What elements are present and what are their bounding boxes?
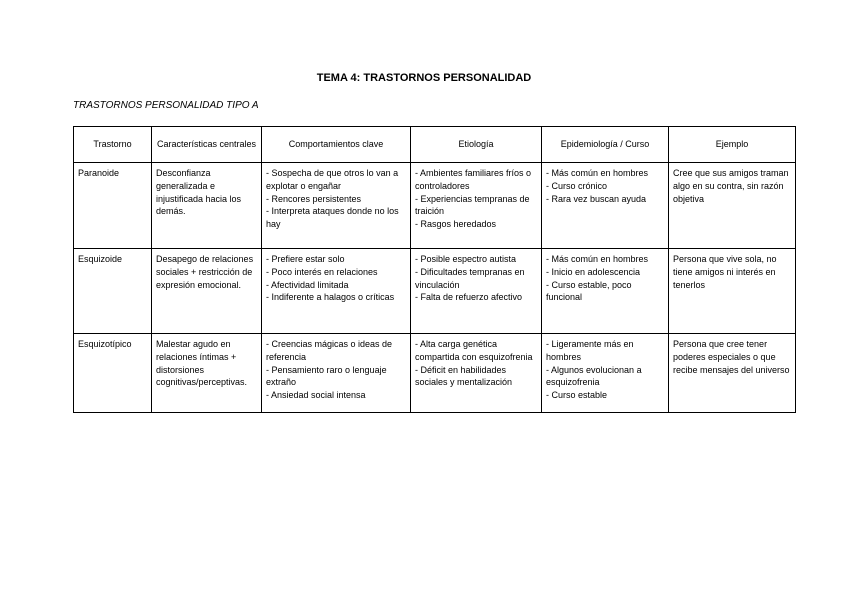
list-item: - Inicio en adolescencia — [546, 266, 641, 277]
list-item: - Pensamiento raro o lenguaje extraño — [266, 364, 387, 388]
list-item: - Algunos evolucionan a esquizofrenia — [546, 364, 642, 388]
list-item: - Afectividad limitada — [266, 279, 349, 290]
list-item: - Ligeramente más en hombres — [546, 339, 634, 362]
cell-comportamientos — [262, 249, 411, 334]
header-caracteristicas: Características centrales — [152, 127, 262, 163]
list-item: - Déficit en habilidades sociales y mentalización — [415, 364, 513, 388]
list-item: - Más común en hombres — [546, 254, 649, 264]
list-item: - Más común en hombres — [546, 168, 649, 178]
cell-trastorno: Esquizoide — [74, 249, 152, 334]
list-item: - Prefiere estar solo — [266, 254, 345, 264]
cell-etiologia — [411, 334, 542, 413]
cell-ejemplo: Persona que vive sola, no tiene amigos ni interés en tenerlos — [669, 249, 796, 334]
section-title: TRASTORNOS PERSONALIDAD TIPO A — [73, 100, 259, 111]
list-item: - Experiencias tempranas de traición — [415, 193, 530, 217]
table-row — [74, 249, 796, 334]
list-item: - Falta de refuerzo afectivo — [415, 292, 523, 303]
header-epidemiologia: Epidemiología / Curso — [542, 127, 669, 163]
cell-caracteristicas: Desapego de relaciones sociales + restricción de expresión emocional. — [152, 249, 262, 334]
table-header-row — [74, 127, 796, 163]
header-trastorno: Trastorno — [74, 127, 152, 163]
list-item: - Poco interés en relaciones — [266, 266, 378, 277]
cell-caracteristicas: Desconfianza generalizada e injustificada hacia los demás. — [152, 163, 262, 249]
list-item: - Posible espectro autista — [415, 254, 517, 264]
table-row — [74, 163, 796, 249]
list-item: - Curso crónico — [546, 180, 608, 191]
header-etiologia: Etiología — [411, 127, 542, 163]
cell-ejemplo: Cree que sus amigos traman algo en su contra, sin razón objetiva — [669, 163, 796, 249]
page-title: TEMA 4: TRASTORNOS PERSONALIDAD — [316, 72, 532, 84]
cell-etiologia — [411, 249, 542, 334]
list-item: - Creencias mágicas o ideas de referencia — [266, 339, 393, 362]
list-item: - Alta carga genética compartida con esquizofrenia — [415, 339, 533, 362]
list-item: - Interpreta ataques donde no los hay — [266, 206, 399, 230]
cell-etiologia — [411, 163, 542, 249]
list-item: - Ambientes familiares fríos o controladores — [415, 168, 532, 191]
cell-comportamientos — [262, 334, 411, 413]
list-item: - Curso estable, poco funcional — [546, 279, 632, 303]
cell-trastorno: Paranoide — [74, 163, 152, 249]
list-item: - Sospecha de que otros lo van a explotar o engañar — [266, 168, 399, 191]
list-item: - Rara vez buscan ayuda — [546, 193, 647, 204]
list-item: - Indiferente a halagos o críticas — [266, 292, 395, 303]
cell-comportamientos — [262, 163, 411, 249]
header-ejemplo: Ejemplo — [669, 127, 796, 163]
cell-epidemiologia — [542, 334, 669, 413]
list-item: - Curso estable — [546, 390, 608, 401]
disorders-table — [73, 126, 796, 413]
list-item: - Rasgos heredados — [415, 219, 497, 230]
header-comportamientos: Comportamientos clave — [262, 127, 411, 163]
cell-trastorno: Esquizotípico — [74, 334, 152, 413]
list-item: - Rencores persistentes — [266, 193, 362, 204]
cell-caracteristicas: Malestar agudo en relaciones íntimas + distorsiones cognitivas/perceptivas. — [152, 334, 262, 413]
list-item: - Dificultades tempranas en vinculación — [415, 266, 525, 290]
table-row — [74, 334, 796, 413]
list-item: - Ansiedad social intensa — [266, 390, 366, 401]
cell-epidemiologia — [542, 249, 669, 334]
cell-epidemiologia — [542, 163, 669, 249]
cell-ejemplo: Persona que cree tener poderes especiales o que recibe mensajes del universo — [669, 334, 796, 413]
